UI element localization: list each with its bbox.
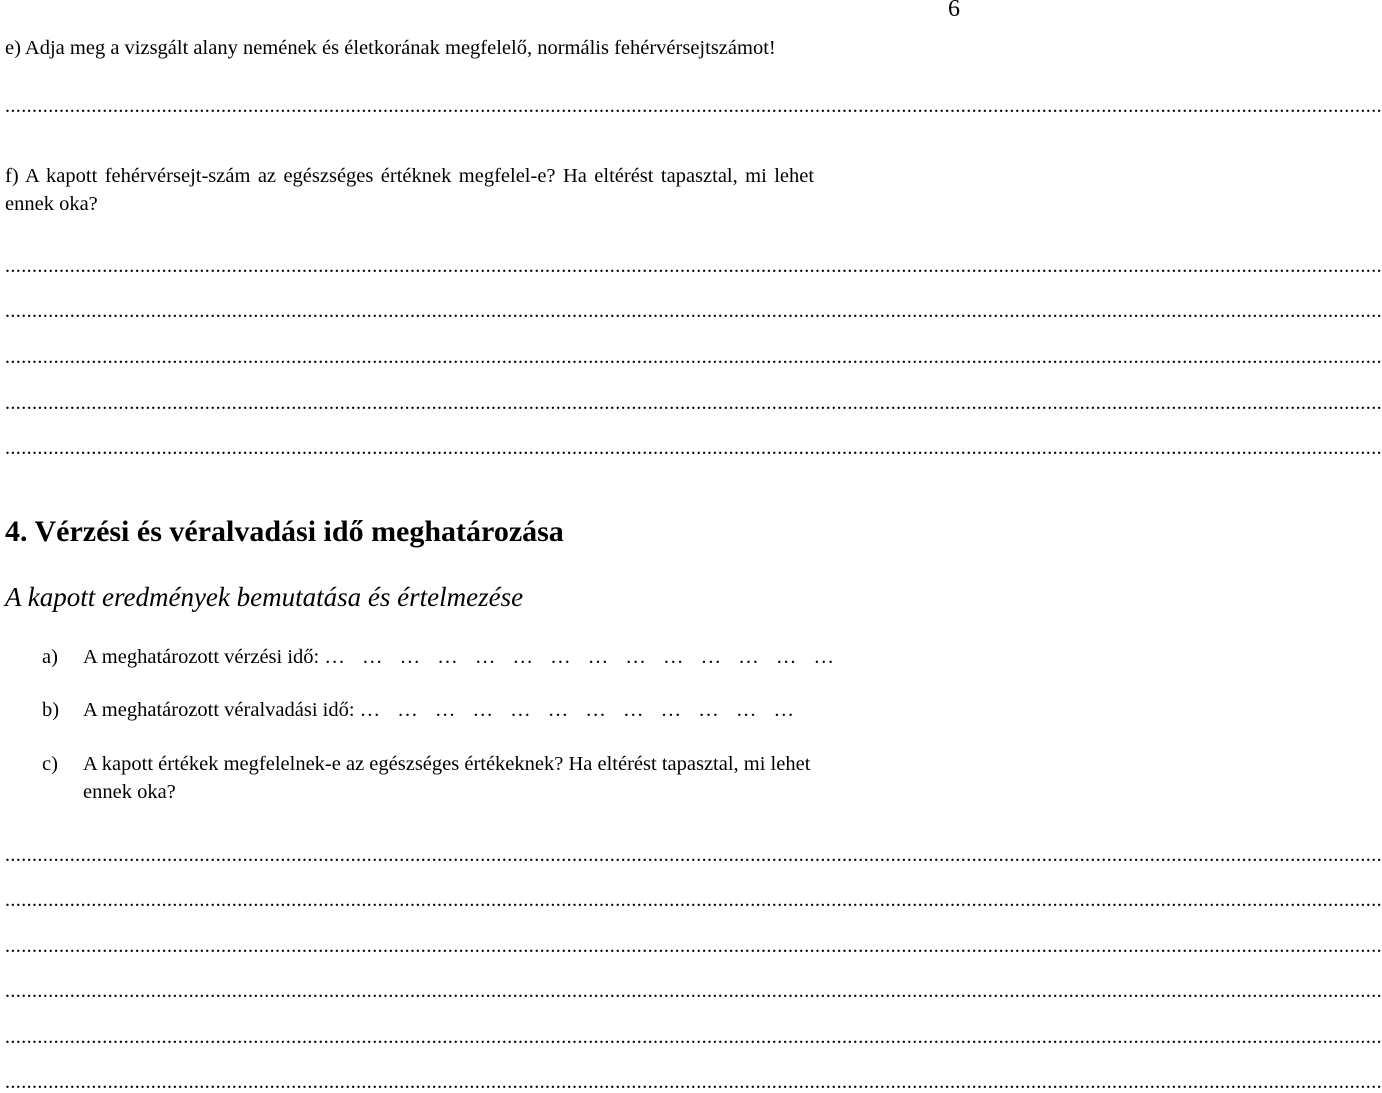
answer-blank: … … … … … … … … … … … … … … [324, 646, 840, 668]
answer-line: ............................................................................................................................................................................................................................................................... [5, 437, 1382, 459]
item-label: A meghatározott véralvadási idő: [83, 699, 355, 721]
answer-line: ............................................................................................................................................................................................................................................................... [5, 346, 1382, 368]
answer-line: ............................................................................................................................................................................................................................................................... [5, 255, 1382, 277]
item-letter: b) [42, 699, 60, 721]
question-e-text: e) Adja meg a vizsgált alany nemének és életkorának megfelelő, normális fehérvérsejtszámot! [5, 37, 776, 59]
item-label: A meghatározott vérzési idő: [83, 646, 320, 668]
item-text [83, 646, 840, 669]
answer-line: ............................................................................................................................................................................................................................................................... [5, 935, 1382, 957]
item-text [83, 699, 800, 722]
answer-blank: … … … … … … … … … … … … [359, 699, 801, 721]
list-item [0, 753, 960, 813]
item-letter: c) [42, 753, 58, 775]
list-item [0, 646, 960, 676]
answer-line: ............................................................................................................................................................................................................................................................... [5, 1026, 1382, 1048]
section-subheading: A kapott eredmények bemutatása és értelmezése [5, 582, 524, 612]
answer-line: ............................................................................................................................................................................................................................................................... [5, 844, 1382, 866]
answer-line: ............................................................................................................................................................................................................................................................... [5, 392, 1382, 414]
answer-line: ............................................................................................................................................................................................................................................................... [5, 1071, 1382, 1093]
answer-line: ............................................................................................................................................................................................................................................................... [5, 889, 1382, 911]
item-text-continued: ennek oka? [83, 781, 176, 803]
item-letter: a) [42, 646, 58, 668]
question-f-line2: ennek oka? [5, 193, 98, 215]
question-f-line1: f) A kapott fehérvérsejt-szám az egészséges értéknek megfelel-e? Ha eltérést tapasztal, mi lehet [5, 165, 815, 187]
list-item [0, 699, 960, 729]
section-heading: 4. Vérzési és véralvadási idő meghatározása [5, 515, 564, 548]
answer-line: ............................................................................................................................................................................................................................................................... [5, 980, 1382, 1002]
page-number: 6 [948, 0, 960, 22]
answer-line: ............................................................................................................................................................................................................................................................... [5, 300, 1382, 322]
answer-line: ............................................................................................................................................................................................................................................................... [5, 95, 1382, 117]
item-text: A kapott értékek megfelelnek-e az egészséges értékeknek? Ha eltérést tapasztal, mi lehet [83, 753, 811, 775]
